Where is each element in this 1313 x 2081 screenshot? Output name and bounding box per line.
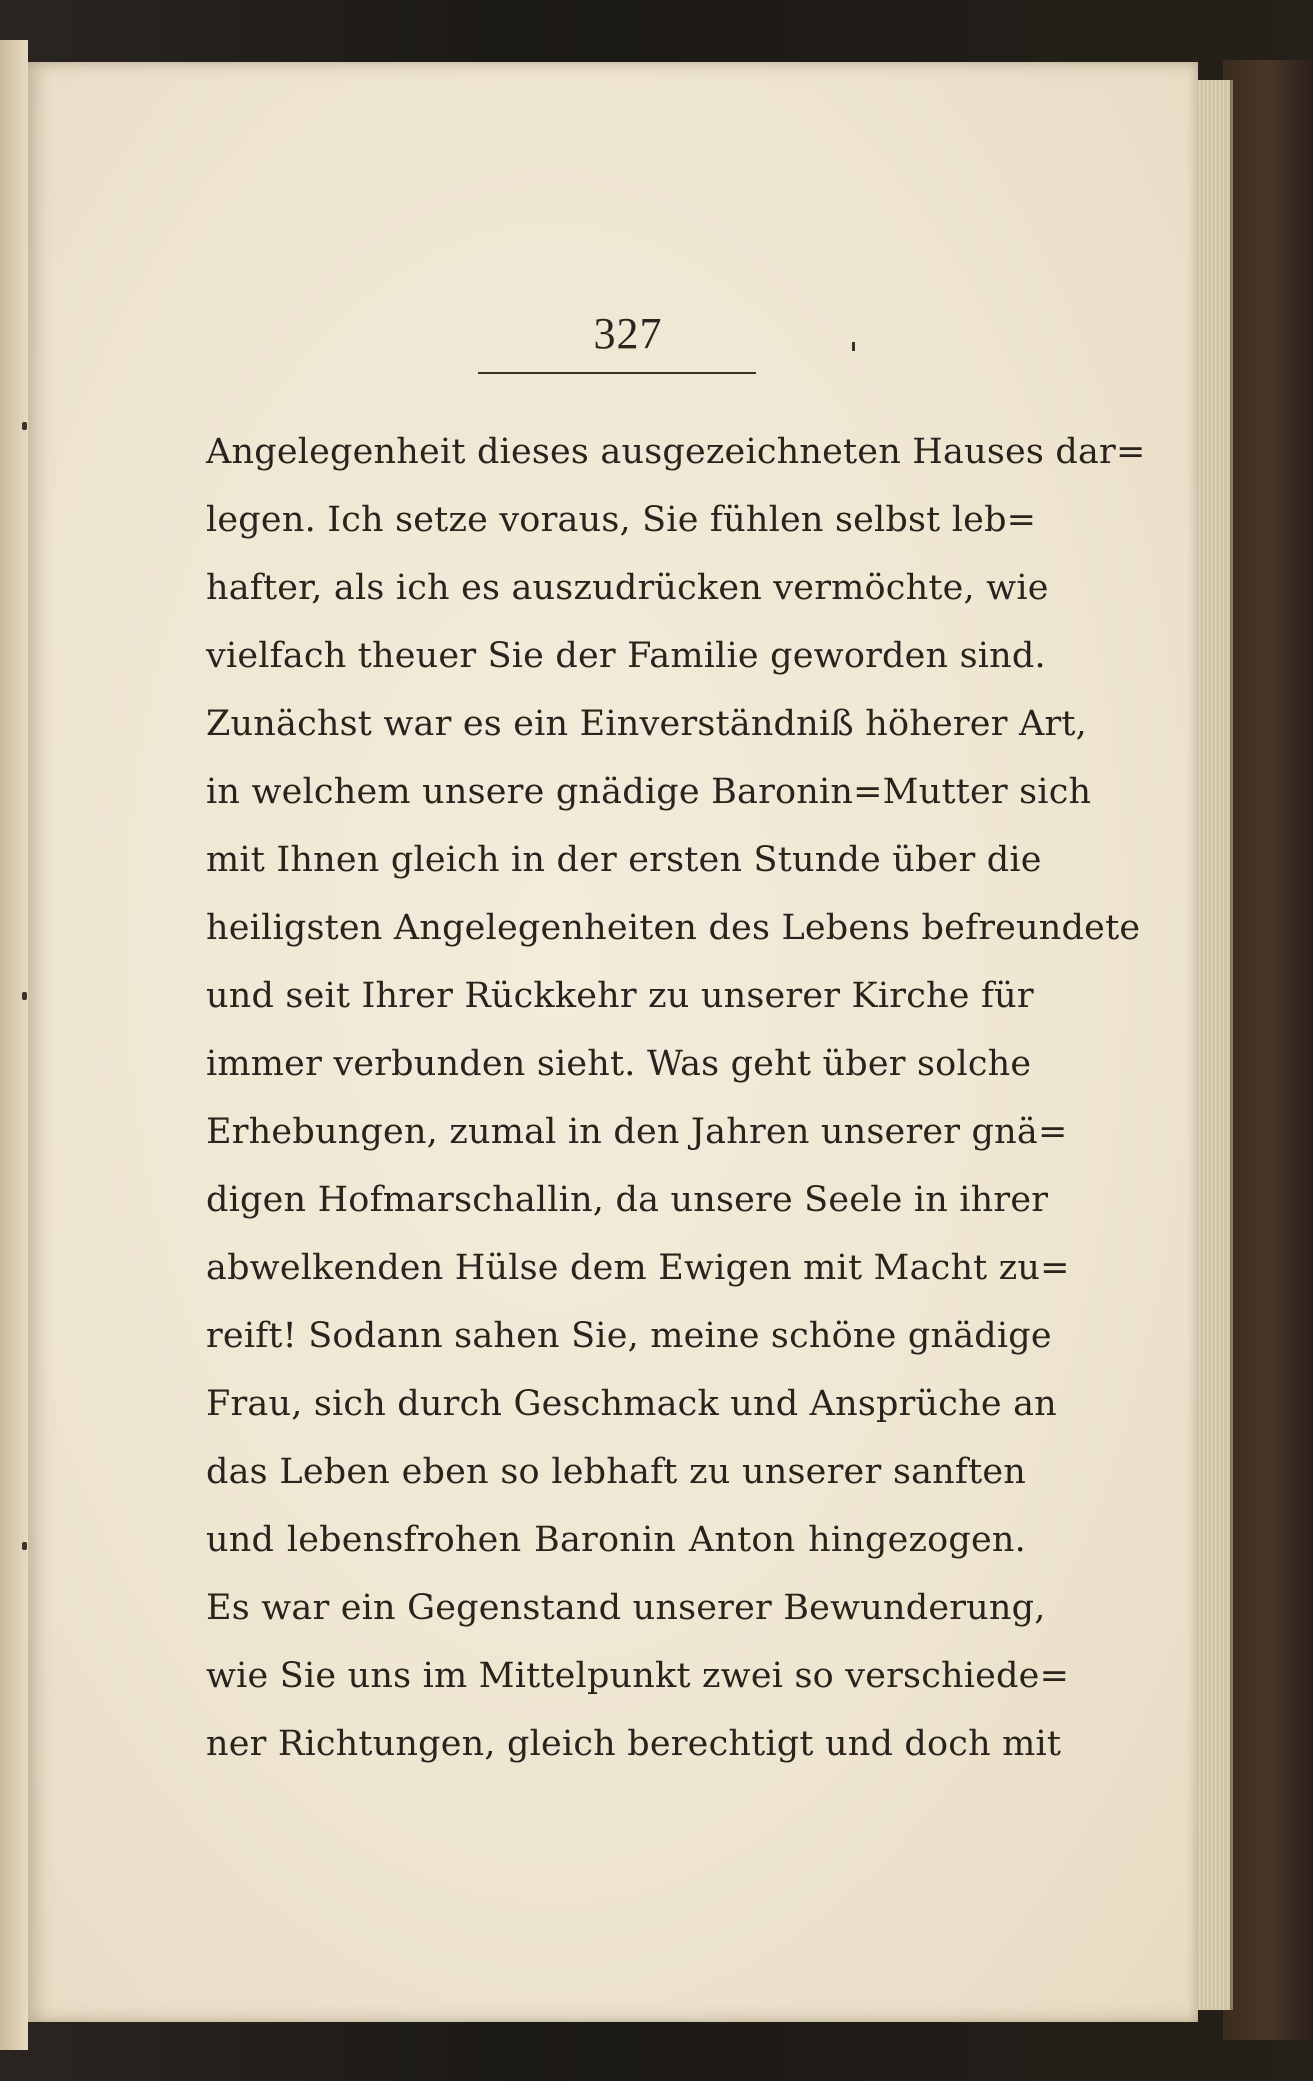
margin-speck [22,992,27,1000]
text-line: das Leben eben so lebhaft zu unserer sanften [206,1452,1026,1492]
text-line: Erhebungen, zumal in den Jahren unserer gnä= [206,1112,1068,1152]
header-speck [852,342,855,351]
text-line: und seit Ihrer Rückkehr zu unserer Kirche für [206,976,1034,1016]
header-rule [478,372,756,374]
text-line: wie Sie uns im Mittelpunkt zwei so verschiede= [206,1656,1070,1696]
text-line: ner Richtungen, gleich berechtigt und doch mit [206,1724,1062,1764]
text-line: mit Ihnen gleich in der ersten Stunde über die [206,840,1042,880]
text-line: heiligsten Angelegenheiten des Lebens befreundete [206,908,1141,948]
text-line: reift! Sodann sahen Sie, meine schöne gnädige [206,1316,1052,1356]
text-line: immer verbunden sieht. Was geht über solche [206,1044,1032,1084]
text-line: in welchem unsere gnädige Baronin=Mutter sich [206,772,1092,812]
text-line: digen Hofmarschallin, da unsere Seele in ihrer [206,1180,1049,1220]
text-line: vielfach theuer Sie der Familie geworden sind. [206,636,1046,676]
text-line: Es war ein Gegenstand unserer Bewunderung, [206,1588,1046,1628]
page-number: 327 [593,309,663,358]
text-line: Angelegenheit dieses ausgezeichneten Hauses dar= [206,432,1146,472]
text-line: hafter, als ich es auszudrücken vermöchte, wie [206,568,1049,608]
cover-edge [1223,60,1313,2040]
margin-speck [22,422,27,430]
facing-page-edge [0,40,28,2050]
margin-speck [22,1542,27,1550]
body-text [206,418,1146,1778]
text-line: legen. Ich setze voraus, Sie fühlen selbst leb= [206,500,1037,540]
text-line: abwelkenden Hülse dem Ewigen mit Macht zu= [206,1248,1070,1288]
book-page [28,62,1198,2022]
text-line: und lebensfrohen Baronin Anton hingezogen. [206,1520,1026,1560]
text-line: Frau, sich durch Geschmack und Ansprüche an [206,1384,1057,1424]
text-line: Zunächst war es ein Einverständniß höherer Art, [206,704,1087,744]
